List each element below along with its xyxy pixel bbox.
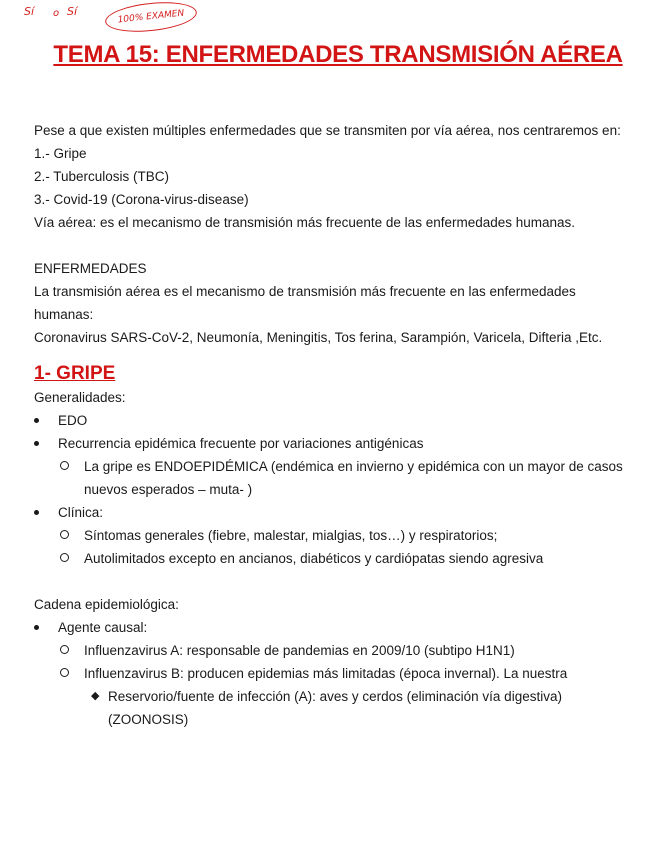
handwritten-si-2: Sí: [67, 5, 78, 18]
list-item: La gripe es ENDOEPIDÉMICA (endémica en invierno y epidémica con un mayor de casos nuevos esperados – muta- ): [34, 455, 624, 501]
generalidades-label: Generalidades:: [34, 390, 126, 405]
document-body: [34, 119, 624, 731]
enfermedades-text: La transmisión aérea es el mecanismo de transmisión más frecuente en las enfermedades humanas:: [34, 284, 576, 322]
via-aerea-definition: Vía aérea: es el mecanismo de transmisión más frecuente de las enfermedades humanas.: [34, 215, 576, 230]
enfermedades-heading: ENFERMEDADES: [34, 261, 147, 276]
list-item: Síntomas generales (fiebre, malestar, mialgias, tos…) y respiratorios;: [34, 524, 624, 547]
bullet-circle-icon: [60, 461, 69, 470]
generalidades-list: [34, 409, 624, 570]
list-item: EDO: [34, 409, 624, 432]
bullet-dot-icon: [34, 441, 39, 446]
list-item: Clínica:: [34, 501, 624, 524]
intro-lead: Pese a que existen múltiples enfermedades que se transmiten por vía aérea, nos centraremos en:: [34, 123, 621, 138]
page-title: TEMA 15: ENFERMEDADES TRANSMISIÓN AÉREA: [53, 41, 623, 68]
list-item: ◆ Reservorio/fuente de infección (A): aves y cerdos (eliminación vía digestiva) (ZOONOSIS): [91, 689, 562, 727]
bullet-dot-icon: [34, 418, 39, 423]
intro-item-gripe: 1.- Gripe: [34, 146, 87, 161]
list-item: Recurrencia epidémica frecuente por variaciones antigénicas: [34, 432, 624, 455]
cadena-label: Cadena epidemiológica:: [34, 597, 179, 612]
list-item: Influenzavirus B: producen epidemias más limitadas (época invernal). La nuestra: [34, 662, 624, 685]
list-item: Agente causal:: [34, 616, 624, 639]
intro-item-tbc: 2.- Tuberculosis (TBC): [34, 169, 170, 184]
bullet-circle-icon: [60, 645, 69, 654]
cadena-list: [34, 616, 624, 731]
intro-item-covid: 3.- Covid-19 (Corona-virus-disease): [34, 192, 249, 207]
bullet-circle-icon: [60, 668, 69, 677]
handwritten-exam-note: 100% EXAMEN: [104, 0, 198, 36]
list-item: Autolimitados excepto en ancianos, diabéticos y cardiópatas siendo agresiva: [34, 547, 624, 570]
section-heading-gripe: 1- GRIPE: [34, 363, 116, 384]
enfermedades-list: Coronavirus SARS-CoV-2, Neumonía, Meningitis, Tos ferina, Sarampión, Varicela, Difteria ,Etc.: [34, 330, 603, 345]
bullet-dot-icon: [34, 625, 39, 630]
bullet-circle-icon: [60, 553, 69, 562]
bullet-dot-icon: [34, 510, 39, 515]
handwritten-si-1: Sí: [24, 5, 35, 18]
bullet-circle-icon: [60, 530, 69, 539]
list-item: Influenzavirus A: responsable de pandemias en 2009/10 (subtipo H1N1): [34, 639, 624, 662]
handwritten-o: o: [53, 8, 60, 19]
bullet-diamond-icon: ◆: [91, 690, 100, 702]
